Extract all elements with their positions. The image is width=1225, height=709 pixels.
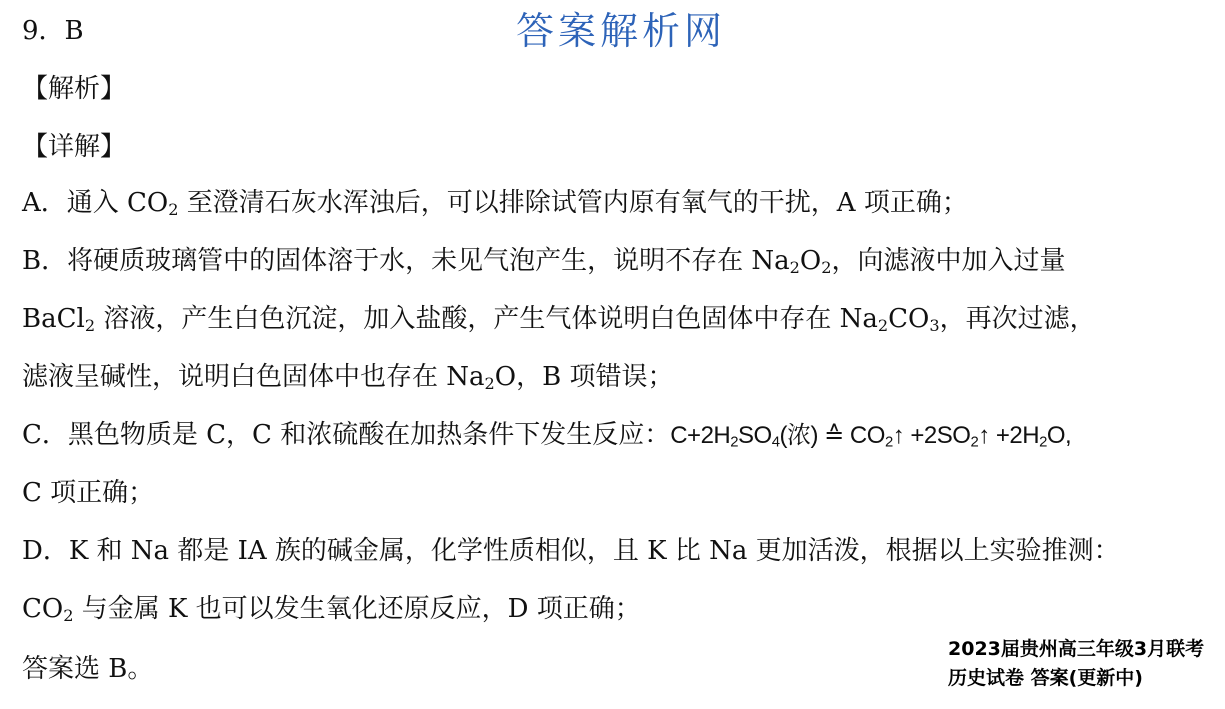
- option-b2-sub3: 3: [929, 316, 940, 336]
- section-detail-heading: 【详解】: [22, 132, 127, 162]
- option-b2-sub2: 2: [877, 316, 889, 336]
- eq-sub-a: 2: [730, 434, 739, 451]
- option-a-sub: 2: [168, 200, 179, 220]
- question-number: 9．B: [22, 16, 84, 46]
- option-b1-sub2: 2: [821, 258, 832, 278]
- option-d2-prefix: CO: [22, 594, 64, 624]
- option-b2-prefix: BaCl: [22, 304, 85, 334]
- eq-part-a: C+2H: [670, 422, 731, 449]
- eq-part-c: (浓) ≙ CO: [779, 422, 885, 449]
- option-d-line-1: D．K 和 Na 都是 IA 族的碱金属，化学性质相似，且 K 比 Na 更加活泼，根据以上实验推测：: [22, 536, 1120, 566]
- reaction-equation: [670, 422, 1071, 449]
- section-analysis-heading: 【解析】: [22, 74, 127, 104]
- option-b3-prefix: 滤液呈碱性，说明白色固体中也存在 Na: [22, 362, 485, 392]
- option-a-prefix: A．通入 CO: [22, 188, 169, 218]
- watermark-title: 答案解析网: [516, 9, 727, 53]
- option-b-line-1: [22, 244, 1065, 278]
- eq-sub-b: 4: [771, 434, 780, 451]
- option-c-line-2: C 项正确；: [22, 478, 155, 508]
- option-d2-sub: 2: [63, 606, 74, 626]
- option-b2-sub1: 2: [84, 316, 96, 336]
- eq-part-f: O,: [1046, 422, 1072, 449]
- eq-part-d: ↑ +2SO: [892, 422, 971, 449]
- option-b1-sub1: 2: [789, 258, 800, 278]
- option-b-line-3: [22, 360, 673, 394]
- footer-note-line-2: 历史试卷 答案(更新中): [948, 667, 1143, 689]
- option-b-line-2: [22, 302, 1096, 336]
- option-b1-suffix: ，向滤液中加入过量: [831, 246, 1066, 276]
- option-b3-sub: 2: [484, 374, 495, 394]
- option-c-line-1: [22, 418, 1071, 453]
- eq-sub-d: 2: [970, 434, 979, 451]
- option-d2-suffix: 与金属 K 也可以发生氧化还原反应，D 项正确；: [73, 594, 641, 624]
- eq-part-b: SO: [738, 422, 772, 449]
- option-c1-prefix: C．黑色物质是 C，C 和浓硫酸在加热条件下发生反应：: [22, 420, 671, 450]
- eq-sub-e: 2: [1039, 434, 1047, 451]
- option-b2-suffix: ，再次过滤，: [939, 304, 1096, 334]
- eq-part-e: ↑ +2H: [978, 422, 1040, 449]
- option-a-line: [22, 186, 968, 220]
- option-b1-mid: O: [799, 246, 822, 276]
- option-b2-mid2: CO: [888, 304, 930, 334]
- option-a-suffix: 至澄清石灰水浑浊后，可以排除试管内原有氧气的干扰，A 项正确；: [178, 188, 968, 218]
- eq-sub-c: 2: [884, 434, 893, 451]
- option-b1-prefix: B．将硬质玻璃管中的固体溶于水，未见气泡产生，说明不存在 Na: [22, 246, 790, 276]
- option-d-line-2: [22, 592, 641, 626]
- option-b2-mid: 溶液，产生白色沉淀，加入盐酸，产生气体说明白色固体中存在 Na: [95, 304, 878, 334]
- answer-line: 答案选 B。: [22, 654, 154, 684]
- option-b3-suffix: O，B 项错误；: [494, 362, 674, 392]
- footer-note-line-1: 2023届贵州高三年级3月联考: [948, 638, 1205, 660]
